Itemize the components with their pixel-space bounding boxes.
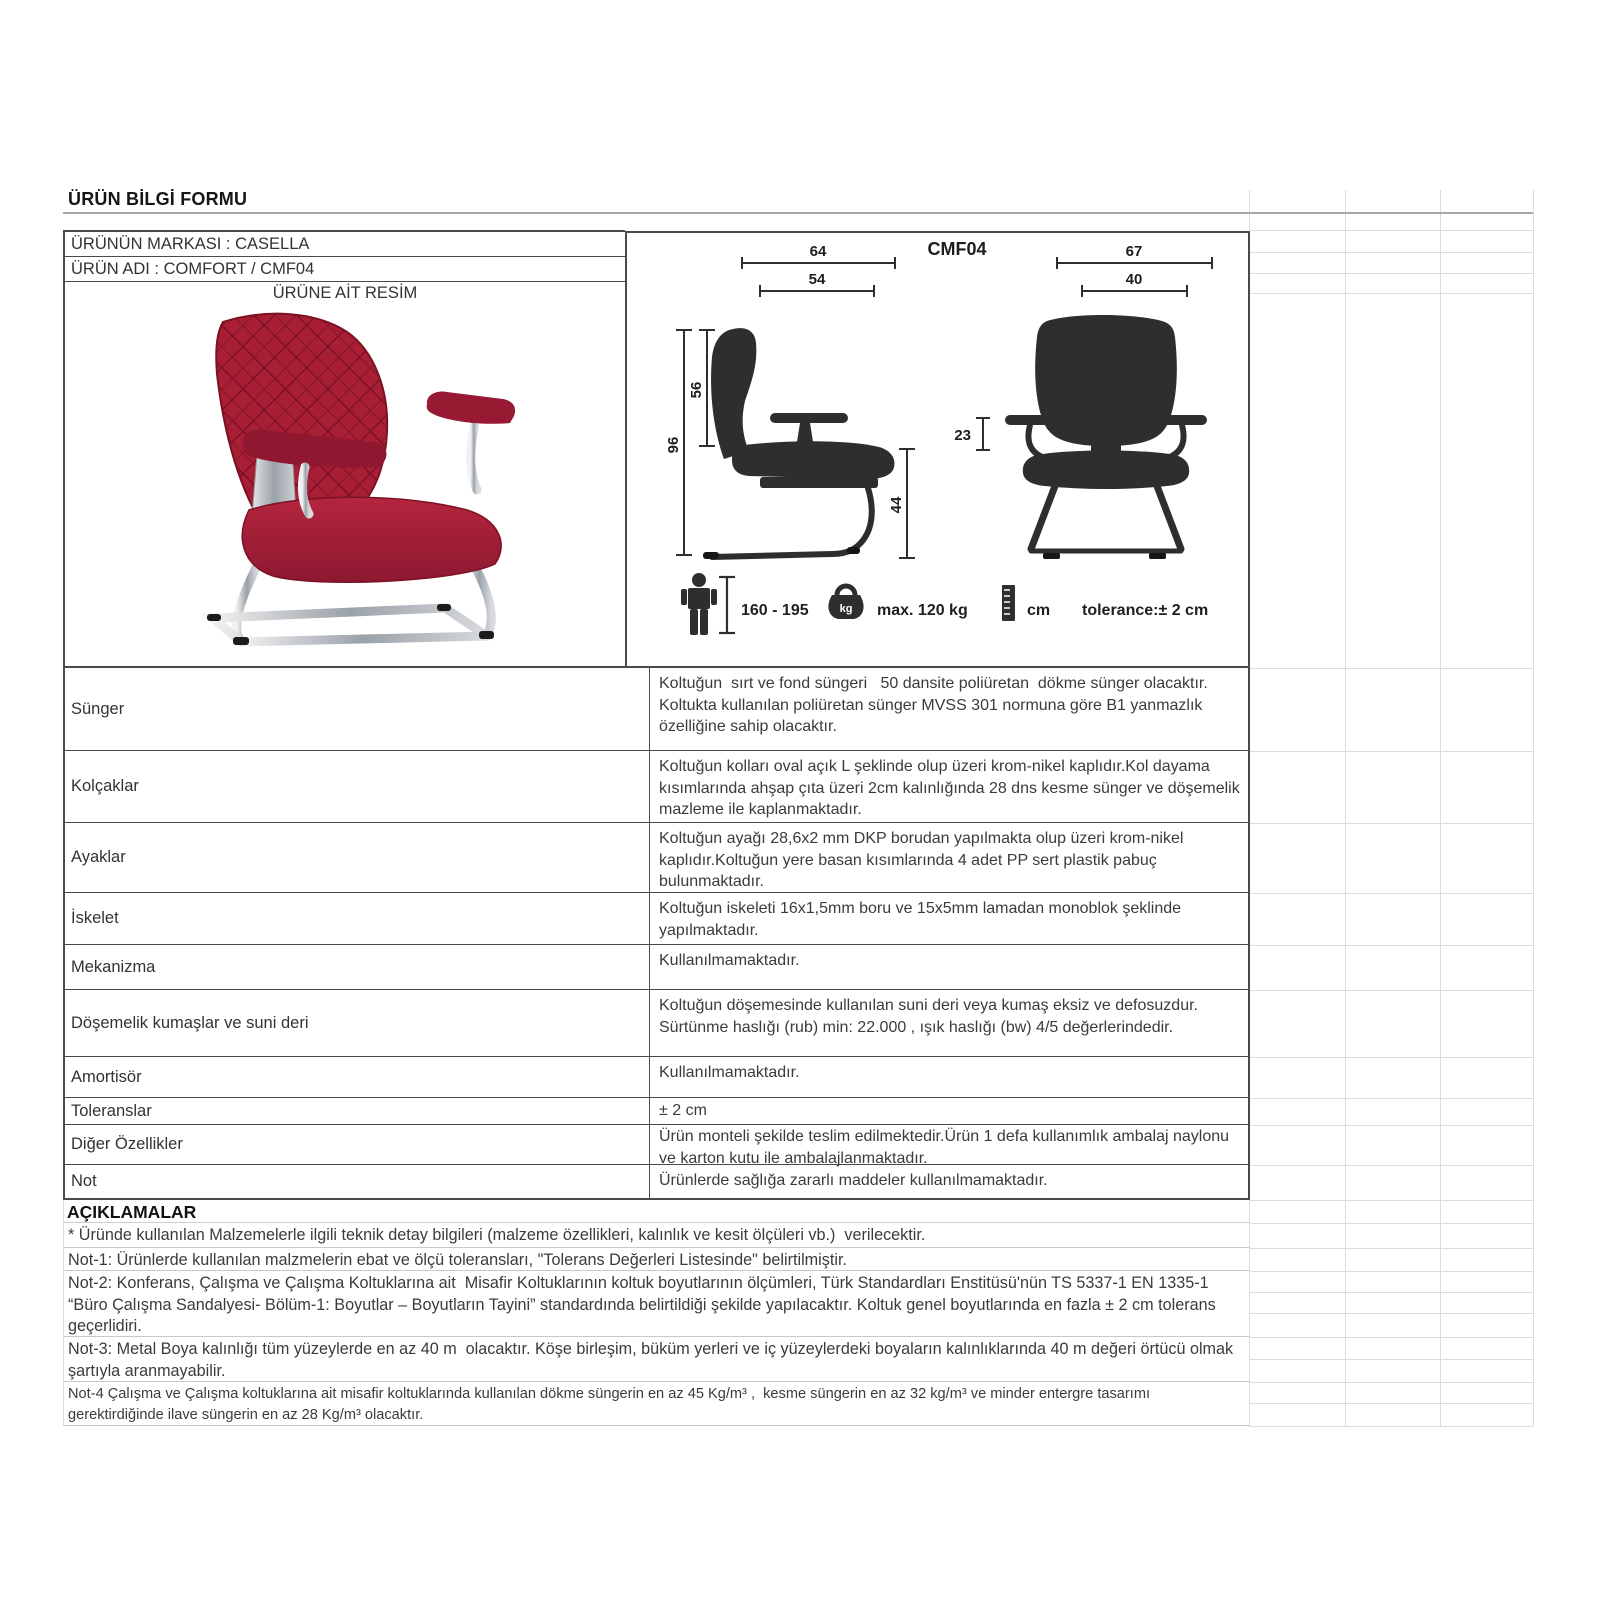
spec-desc: Koltuğun iskeleti 16x1,5mm boru ve 15x5mm lamadan monoblok şeklinde yapılmaktadır. bbox=[649, 893, 1248, 944]
model-code: CMF04 bbox=[927, 239, 987, 259]
sheet-gridline-h bbox=[1249, 1403, 1533, 1404]
sheet-gridline-h bbox=[1249, 1223, 1533, 1224]
sheet-gridline-v bbox=[1533, 190, 1534, 1426]
dim-label-56: 56 bbox=[688, 381, 705, 399]
note-star: * Üründe kullanılan Malzemelerle ilgili teknik detay bilgileri (malzeme özellikleri, kalınlık ve kesit ölçüleri vb.) verilecektir. bbox=[63, 1223, 1250, 1248]
table-row-amortisor bbox=[63, 1057, 1250, 1098]
table-row-diger-ozellikler bbox=[63, 1125, 1250, 1165]
spec-label: Sünger bbox=[71, 699, 125, 718]
sheet-gridline-h bbox=[1249, 1292, 1533, 1293]
spec-desc: Kullanılmamaktadır. bbox=[649, 1057, 1248, 1097]
chair-right-armpost bbox=[471, 422, 477, 490]
sheet-gridline-v bbox=[1345, 190, 1346, 1426]
sheet-gridline-h bbox=[1249, 1337, 1533, 1338]
note-4: Not-4 Çalışma ve Çalışma koltuklarına ait misafir koltuklarında kullanılan dökme süngerin en az 45 Kg/m³ , kesme süngerin en az 32 kg/m³ ve minder entergre tasarımı gerektirdiğinde ilave süngerin en az 28 Kg/m³ olacaktır. bbox=[63, 1382, 1250, 1426]
sheet-gridline-h bbox=[1249, 273, 1533, 274]
spec-label: Not bbox=[71, 1172, 97, 1190]
user-height-range: 160 - 195 bbox=[741, 602, 809, 619]
table-row-toleranslar bbox=[63, 1098, 1250, 1125]
unit-label: cm bbox=[1027, 602, 1051, 619]
sheet-gridline-h bbox=[1249, 1426, 1533, 1427]
spec-label: Ayaklar bbox=[71, 848, 126, 866]
sheet-gridline-h bbox=[1249, 1165, 1533, 1166]
kg-badge: kg bbox=[839, 603, 853, 615]
dim-label-67: 67 bbox=[1125, 243, 1143, 260]
image-caption: ÜRÜNE AİT RESİM bbox=[272, 284, 418, 302]
side-view-drawing bbox=[703, 328, 894, 559]
page-title: ÜRÜN BİLGİ FORMU bbox=[68, 189, 248, 209]
max-weight-label: max. 120 kg bbox=[877, 602, 968, 619]
spec-table bbox=[63, 668, 1250, 1200]
table-row-ayaklar bbox=[63, 823, 1250, 893]
person-icon bbox=[681, 573, 717, 635]
sheet-gridline-h bbox=[1249, 1125, 1533, 1126]
chair-right-armpad bbox=[427, 392, 515, 424]
sheet-gridline-h bbox=[1249, 1382, 1533, 1383]
note-1: Not-1: Ürünlerde kullanılan malzmelerin ebat ve ölçü toleransları, "Tolerans Değerleri Listesinde" belirtilmiştir. bbox=[63, 1248, 1250, 1271]
table-row-sunger bbox=[63, 668, 1250, 751]
sheet-gridline-h bbox=[1249, 293, 1533, 294]
note-3: Not-3: Metal Boya kalınlığı tüm yüzeylerde en az 40 m olacaktır. Köşe birleşim, büküm yerleri ve iç yüzeylerdeki boyaların kalınlıklarında 40 m değeri örtücü olmak şartıyla aranmayabilir. bbox=[63, 1337, 1250, 1382]
table-row-mekanizma bbox=[63, 945, 1250, 990]
tolerance-label: tolerance:± 2 cm bbox=[1082, 602, 1209, 619]
dim-label-23: 23 bbox=[954, 427, 971, 444]
spec-desc: Koltuğun ayağı 28,6x2 mm DKP borudan yapılmakta olup üzeri krom-nikel kaplıdır.Koltuğun yere basan kısımlarında 4 adet PP sert plastik pabuç bulunmaktadır. bbox=[649, 823, 1248, 892]
sheet-gridline-h bbox=[1249, 1313, 1533, 1314]
sheet-gridline-h bbox=[1249, 1359, 1533, 1360]
sheet-gridline-h bbox=[1249, 893, 1533, 894]
table-row-kolcaklar bbox=[63, 751, 1250, 823]
spec-desc: Ürün monteli şekilde teslim edilmektedir.Ürün 1 defa kullanımlık ambalaj naylonu ve karton kutu ile ambalajlanmaktadır. bbox=[649, 1125, 1248, 1164]
sheet-gridline-v bbox=[1440, 190, 1441, 1426]
spec-desc: Kullanılmamaktadır. bbox=[649, 945, 1248, 989]
spec-label: Mekanizma bbox=[71, 957, 156, 976]
sheet-gridline-h bbox=[1249, 823, 1533, 824]
sheet-gridline-h bbox=[1249, 990, 1533, 991]
spec-desc: Ürünlerde sağlığa zararlı maddeler kullanılmamaktadır. bbox=[649, 1165, 1248, 1198]
spec-label: Kolçaklar bbox=[71, 777, 139, 795]
dim-label-40: 40 bbox=[1125, 271, 1143, 288]
chair-seat-cushion bbox=[242, 497, 501, 582]
sheet-gridline-h bbox=[1249, 1098, 1533, 1099]
spec-label: Döşemelik kumaşlar ve suni deri bbox=[71, 1013, 309, 1032]
spec-label: Toleranslar bbox=[71, 1101, 152, 1120]
sheet-gridline-h bbox=[1249, 751, 1533, 752]
sheet-gridline-h bbox=[1249, 1057, 1533, 1058]
dim-label-64: 64 bbox=[809, 243, 827, 260]
weight-icon bbox=[828, 586, 863, 619]
dim-label-54: 54 bbox=[808, 271, 826, 288]
dim-arm-height bbox=[976, 418, 990, 450]
spec-desc: ± 2 cm bbox=[649, 1098, 1248, 1124]
sheet-gridline-h bbox=[1249, 1200, 1533, 1201]
table-row-iskelet bbox=[63, 893, 1250, 945]
height-measure-line bbox=[719, 577, 735, 633]
dim-label-96: 96 bbox=[665, 436, 682, 454]
spec-desc: Koltuğun döşemesinde kullanılan suni deri veya kumaş eksiz ve defosuzdur. Sürtünme haslığı (rub) min: 22.000 , ışık haslığı (bw) 4/5 değerlerindedir. bbox=[649, 990, 1248, 1056]
sheet-gridline-h bbox=[1249, 1271, 1533, 1272]
product-name-text: ÜRÜN ADI : COMFORT / CMF04 bbox=[71, 260, 315, 278]
sheet-gridline-h bbox=[1249, 1248, 1533, 1249]
spec-label: Amortisör bbox=[71, 1067, 142, 1086]
table-row-not bbox=[63, 1165, 1250, 1200]
sheet-gridline-h bbox=[1249, 252, 1533, 253]
dimension-diagram-panel bbox=[625, 231, 1250, 668]
product-photo-red-chair bbox=[137, 304, 557, 664]
sheet-gridline-h bbox=[1249, 230, 1533, 231]
notes-heading: AÇIKLAMALAR bbox=[63, 1201, 1250, 1223]
spec-desc: Koltuğun kolları oval açık L şeklinde olup üzeri krom-nikel kaplıdır.Kol dayama kısımlarında ahşap çıta üzeri 2cm kalınlığında 28 dns kesme sünger ve döşemelik mazleme ile kaplanmaktadır. bbox=[649, 751, 1248, 822]
dim-label-44: 44 bbox=[888, 496, 905, 514]
dimension-diagram bbox=[627, 233, 1248, 666]
spec-desc: Koltuğun sırt ve fond süngeri 50 dansite poliüretan dökme sünger olacaktır. Koltukta kullanılan poliüretan sünger MVSS 301 normuna göre B1 yanmazlık özelliğine sahip olacaktır. bbox=[649, 668, 1248, 750]
sheet-gridline-h bbox=[1249, 945, 1533, 946]
sheet-gridline-h bbox=[1249, 668, 1533, 669]
table-row-dosemelik bbox=[63, 990, 1250, 1057]
note-2: Not-2: Konferans, Çalışma ve Çalışma Koltuklarına ait Misafir Koltuklarının koltuk boyutlarının ölçümleri, Türk Standardları Enstitüsü'nün TS 5337-1 EN 1335-1 “Büro Çalışma Sandalyesi- Bölüm-1: Boyutlar – Boyutların Tayini” standardında belirtildiği şekilde yapılacaktır. Koltuk genel boyutlarında en fazla ± 2 cm tolerans geçerlidiri. bbox=[63, 1271, 1250, 1337]
ruler-icon bbox=[1002, 585, 1015, 621]
spec-label: Diğer Özellikler bbox=[71, 1135, 183, 1153]
product-name-row bbox=[63, 256, 625, 281]
title-underline bbox=[63, 212, 1533, 214]
product-image-cell bbox=[63, 281, 625, 668]
front-view-drawing bbox=[1005, 315, 1207, 559]
brand-row bbox=[63, 230, 625, 256]
brand-text: ÜRÜNÜN MARKASI : CASELLA bbox=[71, 235, 310, 253]
spec-label: İskelet bbox=[71, 909, 119, 927]
